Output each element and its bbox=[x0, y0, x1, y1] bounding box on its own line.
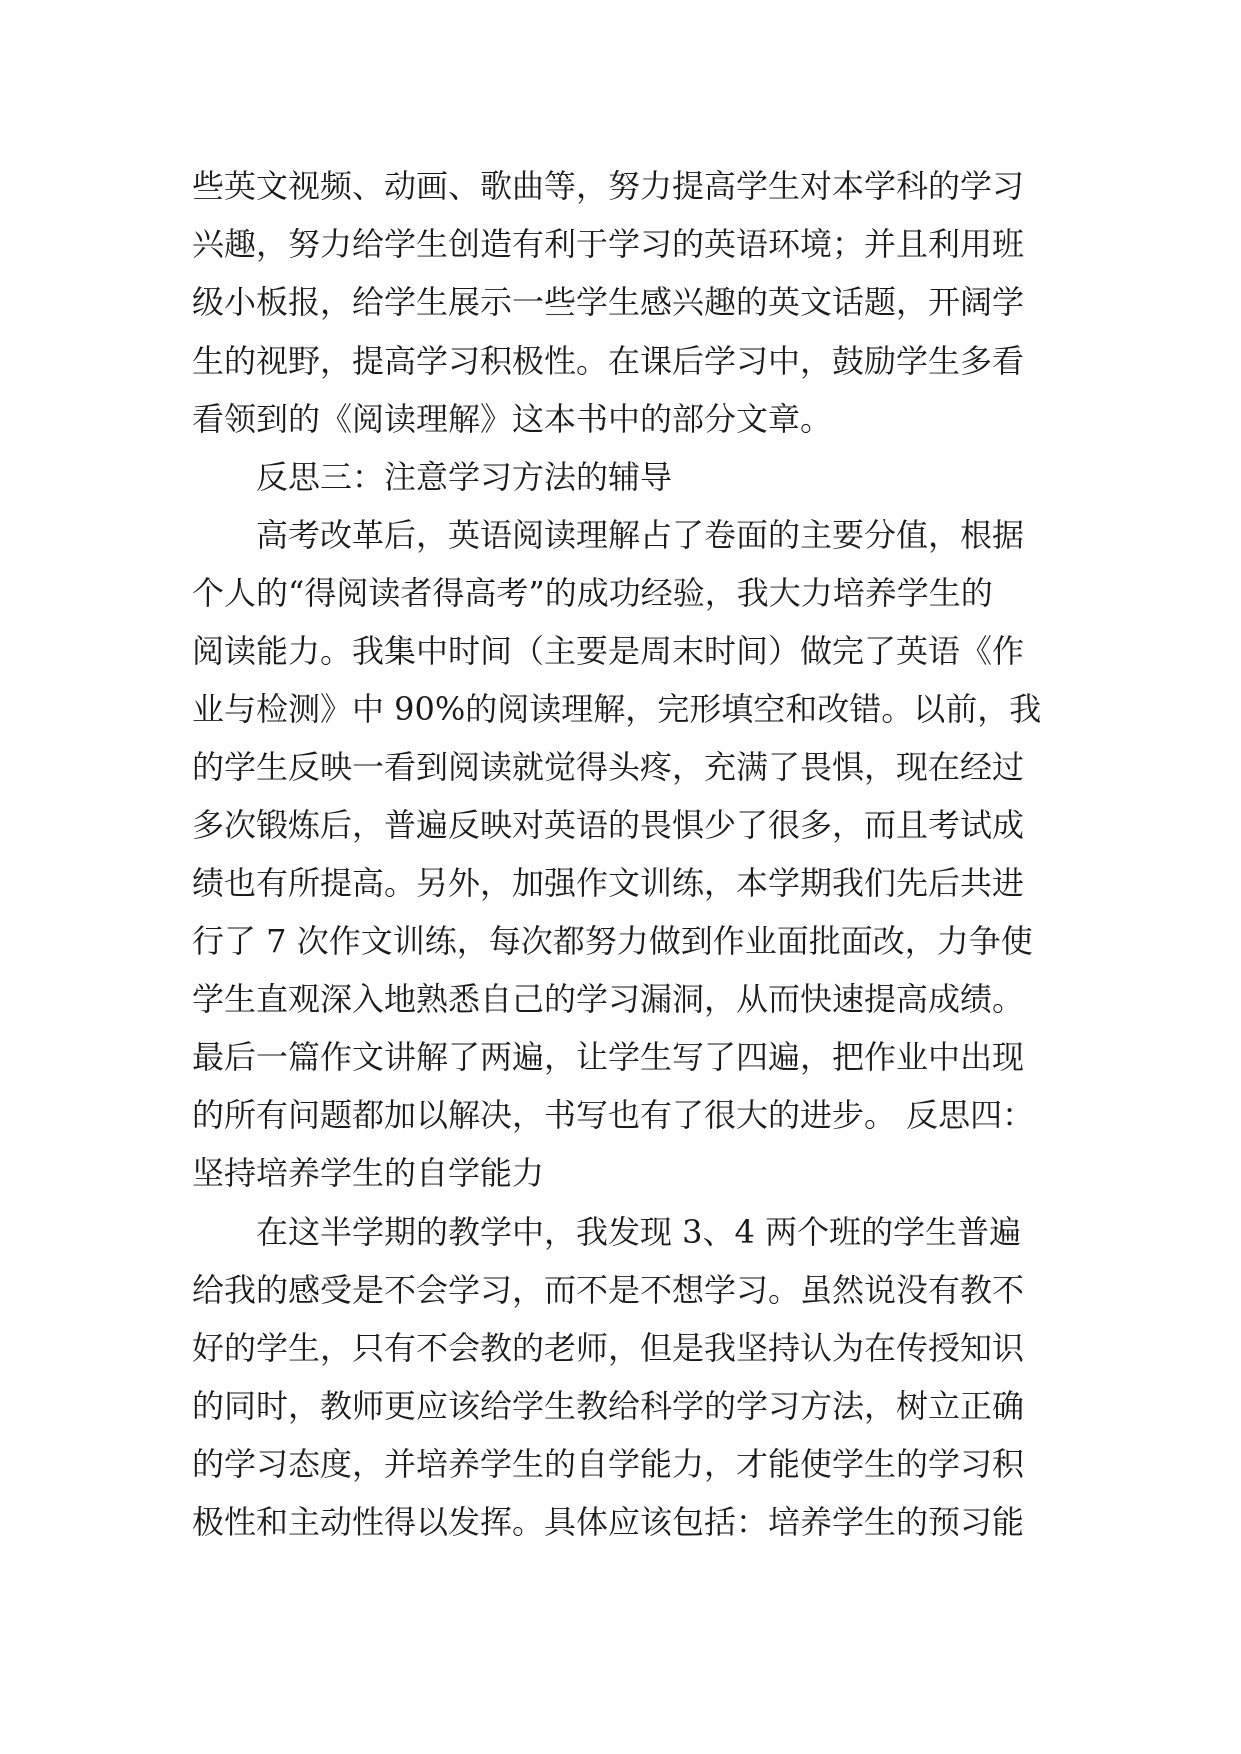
line-text: 给我的感受是不会学习，而不是不想学习。虽然说没有教不 bbox=[192, 1271, 1025, 1309]
line-text: 的学习态度，并培养学生的自学能力，才能使学生的学习积 bbox=[192, 1445, 1025, 1483]
text-line bbox=[0, 912, 1241, 970]
text-line bbox=[0, 1493, 1241, 1551]
line-text: 看领到的《阅读理解》这本书中的部分文章。 bbox=[192, 400, 833, 438]
line-text: 高考改革后，英语阅读理解占了卷面的主要分值，根据 bbox=[256, 516, 1025, 554]
text-line bbox=[0, 1028, 1241, 1086]
line-text: 个人的“得阅读者得高考”的成功经验，我大力培养学生的 bbox=[192, 574, 993, 612]
line-text: 的所有问题都加以解决，书写也有了很大的进步。 反思四： bbox=[192, 1096, 1035, 1134]
text-line bbox=[0, 854, 1241, 912]
line-text: 绩也有所提高。另外，加强作文训练，本学期我们先后共进 bbox=[192, 864, 1025, 902]
line-text: 阅读能力。我集中时间（主要是周末时间）做完了英语《作 bbox=[192, 632, 1025, 670]
line-text: 极性和主动性得以发挥。具体应该包括：培养学生的预习能 bbox=[192, 1503, 1025, 1541]
line-text: 的同时，教师更应该给学生教给科学的学习方法，树立正确 bbox=[192, 1387, 1025, 1425]
text-line bbox=[0, 680, 1241, 738]
text-line bbox=[0, 1435, 1241, 1493]
heading-text: 坚持培养学生的自学能力 bbox=[192, 1154, 545, 1192]
text-line bbox=[0, 1319, 1241, 1377]
text-line bbox=[0, 738, 1241, 796]
line-text: 业与检测》中 90%的阅读理解，完形填空和改错。以前，我 bbox=[192, 690, 1042, 728]
text-line bbox=[0, 796, 1241, 854]
text-line bbox=[0, 273, 1241, 331]
line-text: 级小板报，给学生展示一些学生感兴趣的英文话题，开阔学 bbox=[192, 283, 1025, 321]
text-line bbox=[0, 332, 1241, 390]
line-text: 好的学生，只有不会教的老师，但是我坚持认为在传授知识 bbox=[192, 1329, 1025, 1367]
text-line bbox=[0, 390, 1241, 448]
text-line bbox=[0, 1261, 1241, 1319]
heading-text: 反思三：注意学习方法的辅导 bbox=[256, 458, 673, 496]
text-line bbox=[0, 157, 1241, 215]
text-line bbox=[0, 1377, 1241, 1435]
line-text: 兴趣，努力给学生创造有利于学习的英语环境；并且利用班 bbox=[192, 225, 1025, 263]
line-text: 的学生反映一看到阅读就觉得头疼，充满了畏惧，现在经过 bbox=[192, 748, 1025, 786]
section-heading bbox=[0, 1144, 1241, 1202]
text-line bbox=[0, 1086, 1241, 1144]
line-text: 生的视野，提高学习积极性。在课后学习中，鼓励学生多看 bbox=[192, 342, 1025, 380]
line-text: 多次锻炼后，普遍反映对英语的畏惧少了很多，而且考试成 bbox=[192, 806, 1025, 844]
line-text: 最后一篇作文讲解了两遍，让学生写了四遍，把作业中出现 bbox=[192, 1038, 1025, 1076]
line-text: 行了 7 次作文训练，每次都努力做到作业面批面改，力争使 bbox=[192, 922, 1033, 960]
text-line bbox=[0, 622, 1241, 680]
line-text: 学生直观深入地熟悉自己的学习漏洞，从而快速提高成绩。 bbox=[192, 980, 1025, 1018]
text-line bbox=[0, 215, 1241, 273]
text-line bbox=[0, 970, 1241, 1028]
text-line bbox=[0, 1203, 1241, 1261]
text-line bbox=[0, 564, 1241, 622]
line-text: 在这半学期的教学中，我发现 3、4 两个班的学生普遍 bbox=[256, 1213, 1022, 1251]
text-line bbox=[0, 506, 1241, 564]
line-text: 些英文视频、动画、歌曲等，努力提高学生对本学科的学习 bbox=[192, 167, 1025, 205]
section-heading bbox=[0, 448, 1241, 506]
